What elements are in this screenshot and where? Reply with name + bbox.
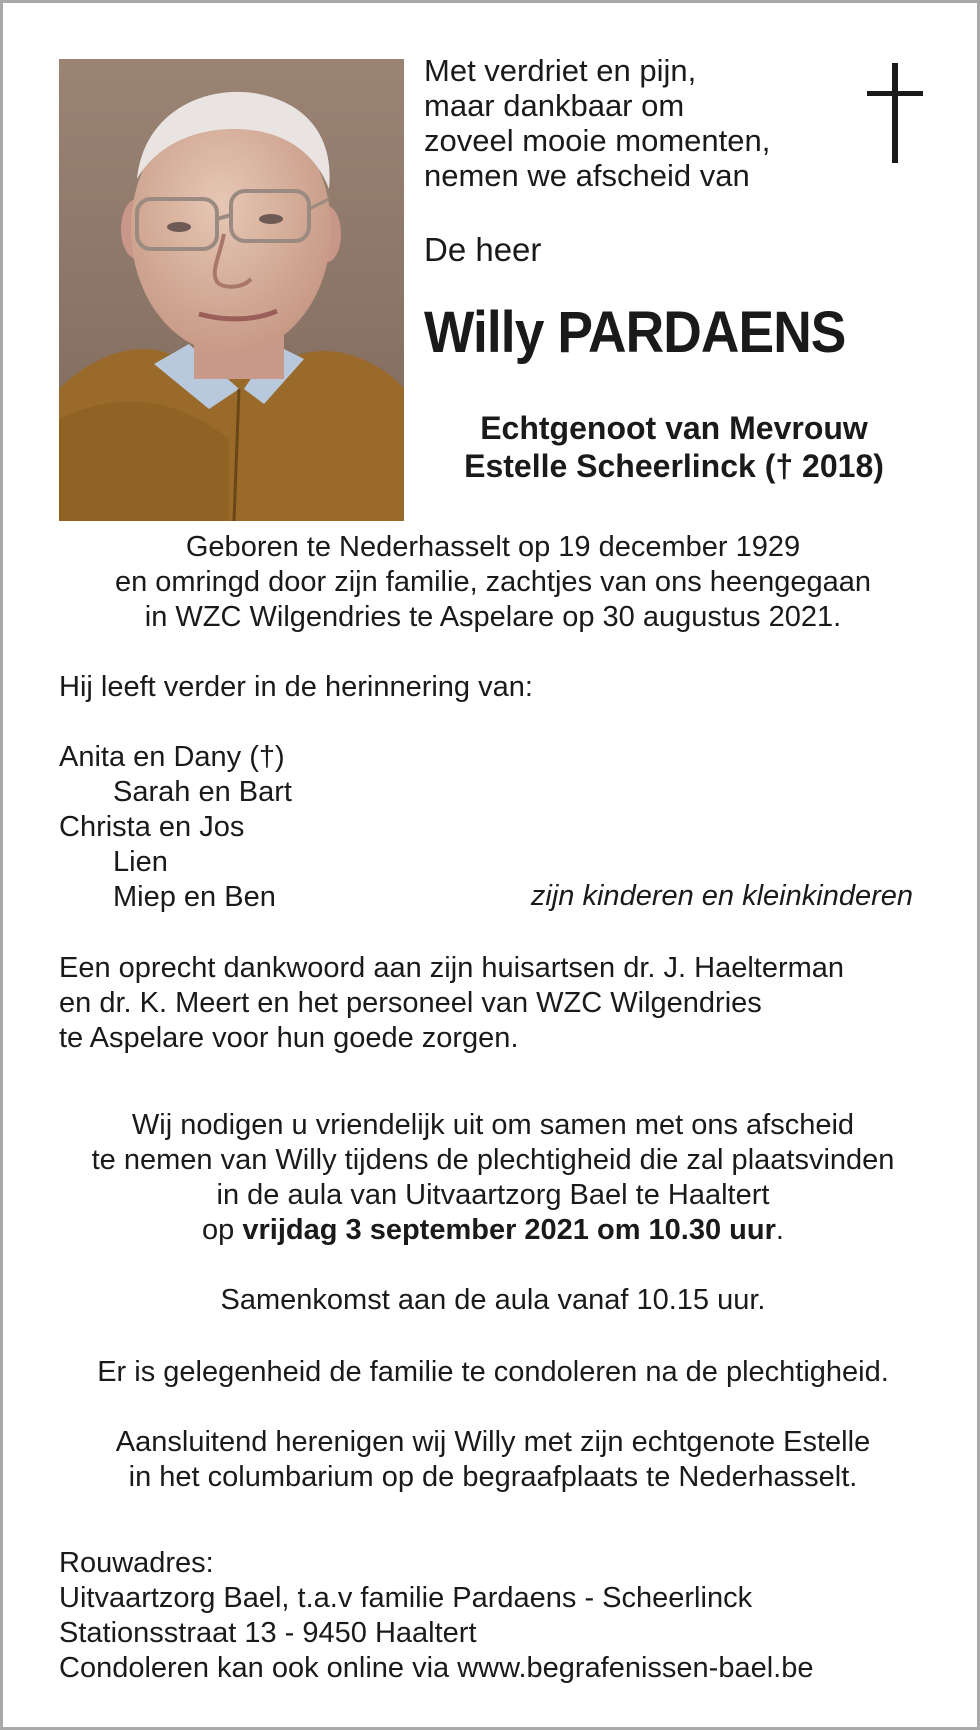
memory-intro: Hij leeft verder in de herinnering van: — [59, 671, 533, 703]
columbarium-info — [43, 1425, 943, 1495]
gathering-info: Samenkomst aan de aula vanaf 10.15 uur. — [220, 1284, 766, 1316]
portrait-illustration — [59, 59, 404, 521]
family-member: Christa en Jos — [59, 811, 245, 843]
family-member: Miep en Ben — [113, 881, 276, 913]
intro-text — [424, 53, 824, 193]
family-list — [59, 740, 292, 915]
thanks-line: en dr. K. Meert en het personeel van WZC Wilgendries — [59, 987, 762, 1019]
birth-line: en omringd door zijn familie, zachtjes van ons heengegaan — [114, 566, 872, 598]
family-member: Lien — [113, 846, 168, 878]
invitation-text — [43, 1108, 943, 1248]
intro-line: maar dankbaar om — [424, 88, 685, 123]
deceased-name: Willy PARDAENS — [424, 300, 846, 365]
birth-line: in WZC Wilgendries te Aspelare op 30 augustus 2021. — [144, 601, 842, 633]
family-member: Anita en Dany (†) — [59, 741, 285, 773]
invitation-line: Wij nodigen u vriendelijk uit om samen met ons afscheid — [131, 1109, 855, 1141]
date-suffix: . — [775, 1214, 784, 1246]
intro-line: Met verdriet en pijn, — [424, 53, 697, 88]
spouse-line: Estelle Scheerlinck († 2018) — [464, 448, 884, 484]
family-relation: zijn kinderen en kleinkinderen — [530, 880, 913, 912]
intro-line: zoveel mooie momenten, — [424, 123, 771, 158]
ceremony-datetime-line — [43, 1213, 943, 1248]
mourning-address — [59, 1546, 813, 1686]
invitation-line: in de aula van Uitvaartzorg Bael te Haaltert — [216, 1179, 770, 1211]
address-line: Rouwadres: — [59, 1547, 214, 1579]
family-member: Sarah en Bart — [113, 776, 292, 808]
honorific: De heer — [424, 231, 542, 268]
columbarium-line: Aansluitend herenigen wij Willy met zijn echtgenote Estelle — [115, 1426, 871, 1458]
ceremony-datetime: vrijdag 3 september 2021 om 10.30 uur — [242, 1214, 776, 1246]
thanks-line: Een oprecht dankwoord aan zijn huisartsen dr. J. Haelterman — [59, 952, 845, 984]
thanks-text — [59, 951, 844, 1056]
invitation-line: te nemen van Willy tijdens de plechtigheid die zal plaatsvinden — [91, 1144, 895, 1176]
condolence-info: Er is gelegenheid de familie te condoleren na de plechtigheid. — [97, 1356, 889, 1388]
columbarium-line: in het columbarium op de begraafplaats te Nederhasselt. — [128, 1461, 858, 1493]
birth-line: Geboren te Nederhasselt op 19 december 1929 — [185, 531, 801, 563]
spouse-line: Echtgenoot van Mevrouw — [480, 410, 868, 446]
intro-line: nemen we afscheid van — [424, 158, 750, 193]
birth-death-info — [43, 530, 943, 635]
thanks-line: te Aspelare voor hun goede zorgen. — [59, 1022, 519, 1054]
portrait-photo — [59, 59, 404, 521]
address-line: Condoleren kan ook online via www.begrafenissen-bael.be — [59, 1652, 814, 1684]
spouse-info — [424, 409, 924, 485]
date-prefix: op — [202, 1214, 243, 1246]
cross-icon — [867, 63, 923, 163]
address-line: Uitvaartzorg Bael, t.a.v familie Pardaens - Scheerlinck — [59, 1582, 753, 1614]
address-line: Stationsstraat 13 - 9450 Haaltert — [59, 1617, 477, 1649]
